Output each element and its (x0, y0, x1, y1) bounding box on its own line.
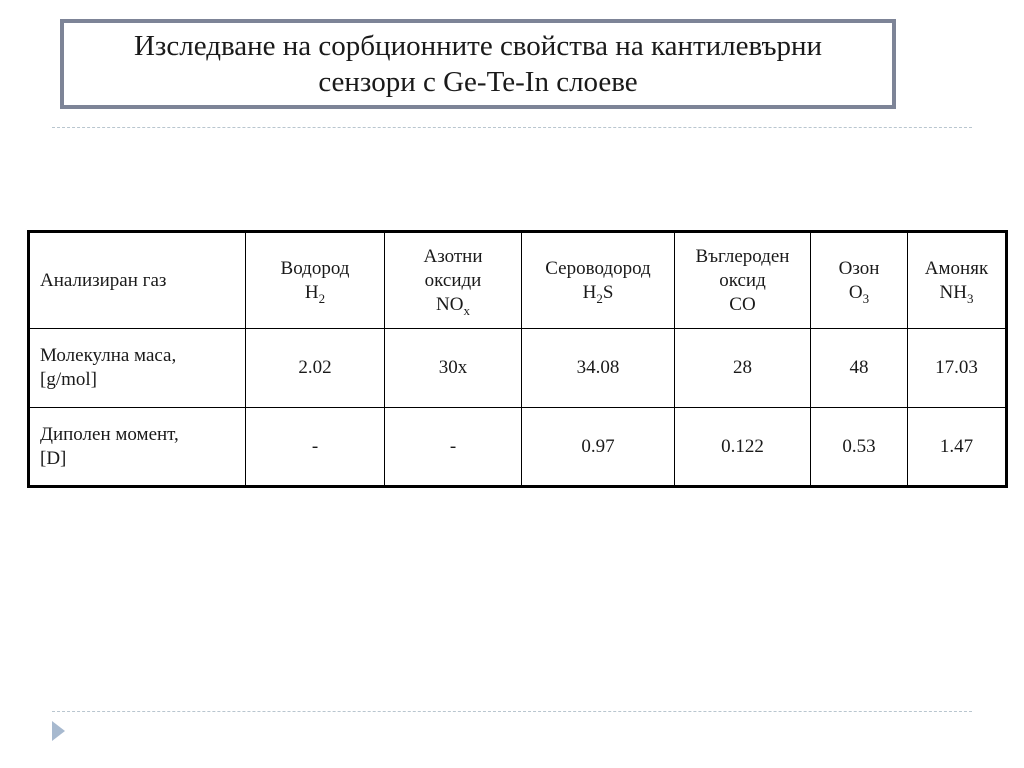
gas-formula: $NO_x$ (436, 293, 470, 318)
top-dashed-divider (52, 127, 972, 128)
table-cell: 0.122 (675, 408, 811, 487)
header-cell-nitrogen-oxides (385, 232, 522, 329)
gas-name-line-2: оксиди (424, 269, 482, 291)
slide-bullet-arrow-icon (52, 721, 65, 741)
slide-title-line-1: Изследване на сорбционните свойства на кантилевърни (133, 30, 823, 62)
row-unit: [D] (40, 447, 67, 469)
header-cell-ammonia (908, 232, 1007, 329)
table-cell: 48 (811, 329, 908, 408)
header-cell-ozone (811, 232, 908, 329)
row-label: Диполен момент, (40, 423, 179, 445)
header-label-cell (29, 232, 246, 329)
bottom-dashed-divider (52, 711, 972, 712)
header-cell-hydrogen (246, 232, 385, 329)
header-cell-hydrogen-sulfide (522, 232, 675, 329)
slide-title-box (60, 19, 896, 109)
row-label-cell (29, 408, 246, 487)
row-label: Молекулна маса, (40, 345, 177, 366)
header-cell-carbon-monoxide (675, 232, 811, 329)
table-row-molecular-mass (29, 329, 1007, 408)
gas-name: Амоняк (924, 257, 989, 279)
table-cell: 0.97 (522, 408, 675, 487)
table-header-row (29, 232, 1007, 329)
gas-properties-table (27, 230, 1008, 488)
gas-formula: $NH_3$ (939, 281, 974, 306)
row-label-cell (29, 329, 246, 408)
table-cell: 30x (385, 329, 522, 408)
table-cell: 1.47 (908, 408, 1007, 487)
table-cell: - (385, 408, 522, 487)
row-unit: [g/mol] (40, 369, 97, 390)
table-cell: 0.53 (811, 408, 908, 487)
gas-formula: $H_2S$ (582, 281, 614, 306)
gas-name: Водород (280, 257, 350, 279)
table-cell: 28 (675, 329, 811, 408)
gas-formula: $H_2$ (304, 281, 326, 306)
table-cell: - (246, 408, 385, 487)
gas-name: Сероводород (545, 257, 651, 279)
table-cell: 34.08 (522, 329, 675, 408)
table-cell: 17.03 (908, 329, 1007, 408)
gas-formula: CO (729, 293, 756, 315)
header-label: Анализиран газ (40, 269, 167, 291)
gas-name: Азотни (423, 245, 483, 267)
gas-name: Въглероден (695, 245, 790, 267)
table-cell: 2.02 (246, 329, 385, 408)
gas-name: Озон (838, 257, 880, 279)
slide-title-line-2: сензори с Ge-Te-In слоеве (318, 66, 638, 98)
gas-name-line-2: оксид (719, 269, 766, 291)
gas-formula: $O_3$ (848, 281, 870, 306)
table-row-dipole-moment (29, 408, 1007, 487)
